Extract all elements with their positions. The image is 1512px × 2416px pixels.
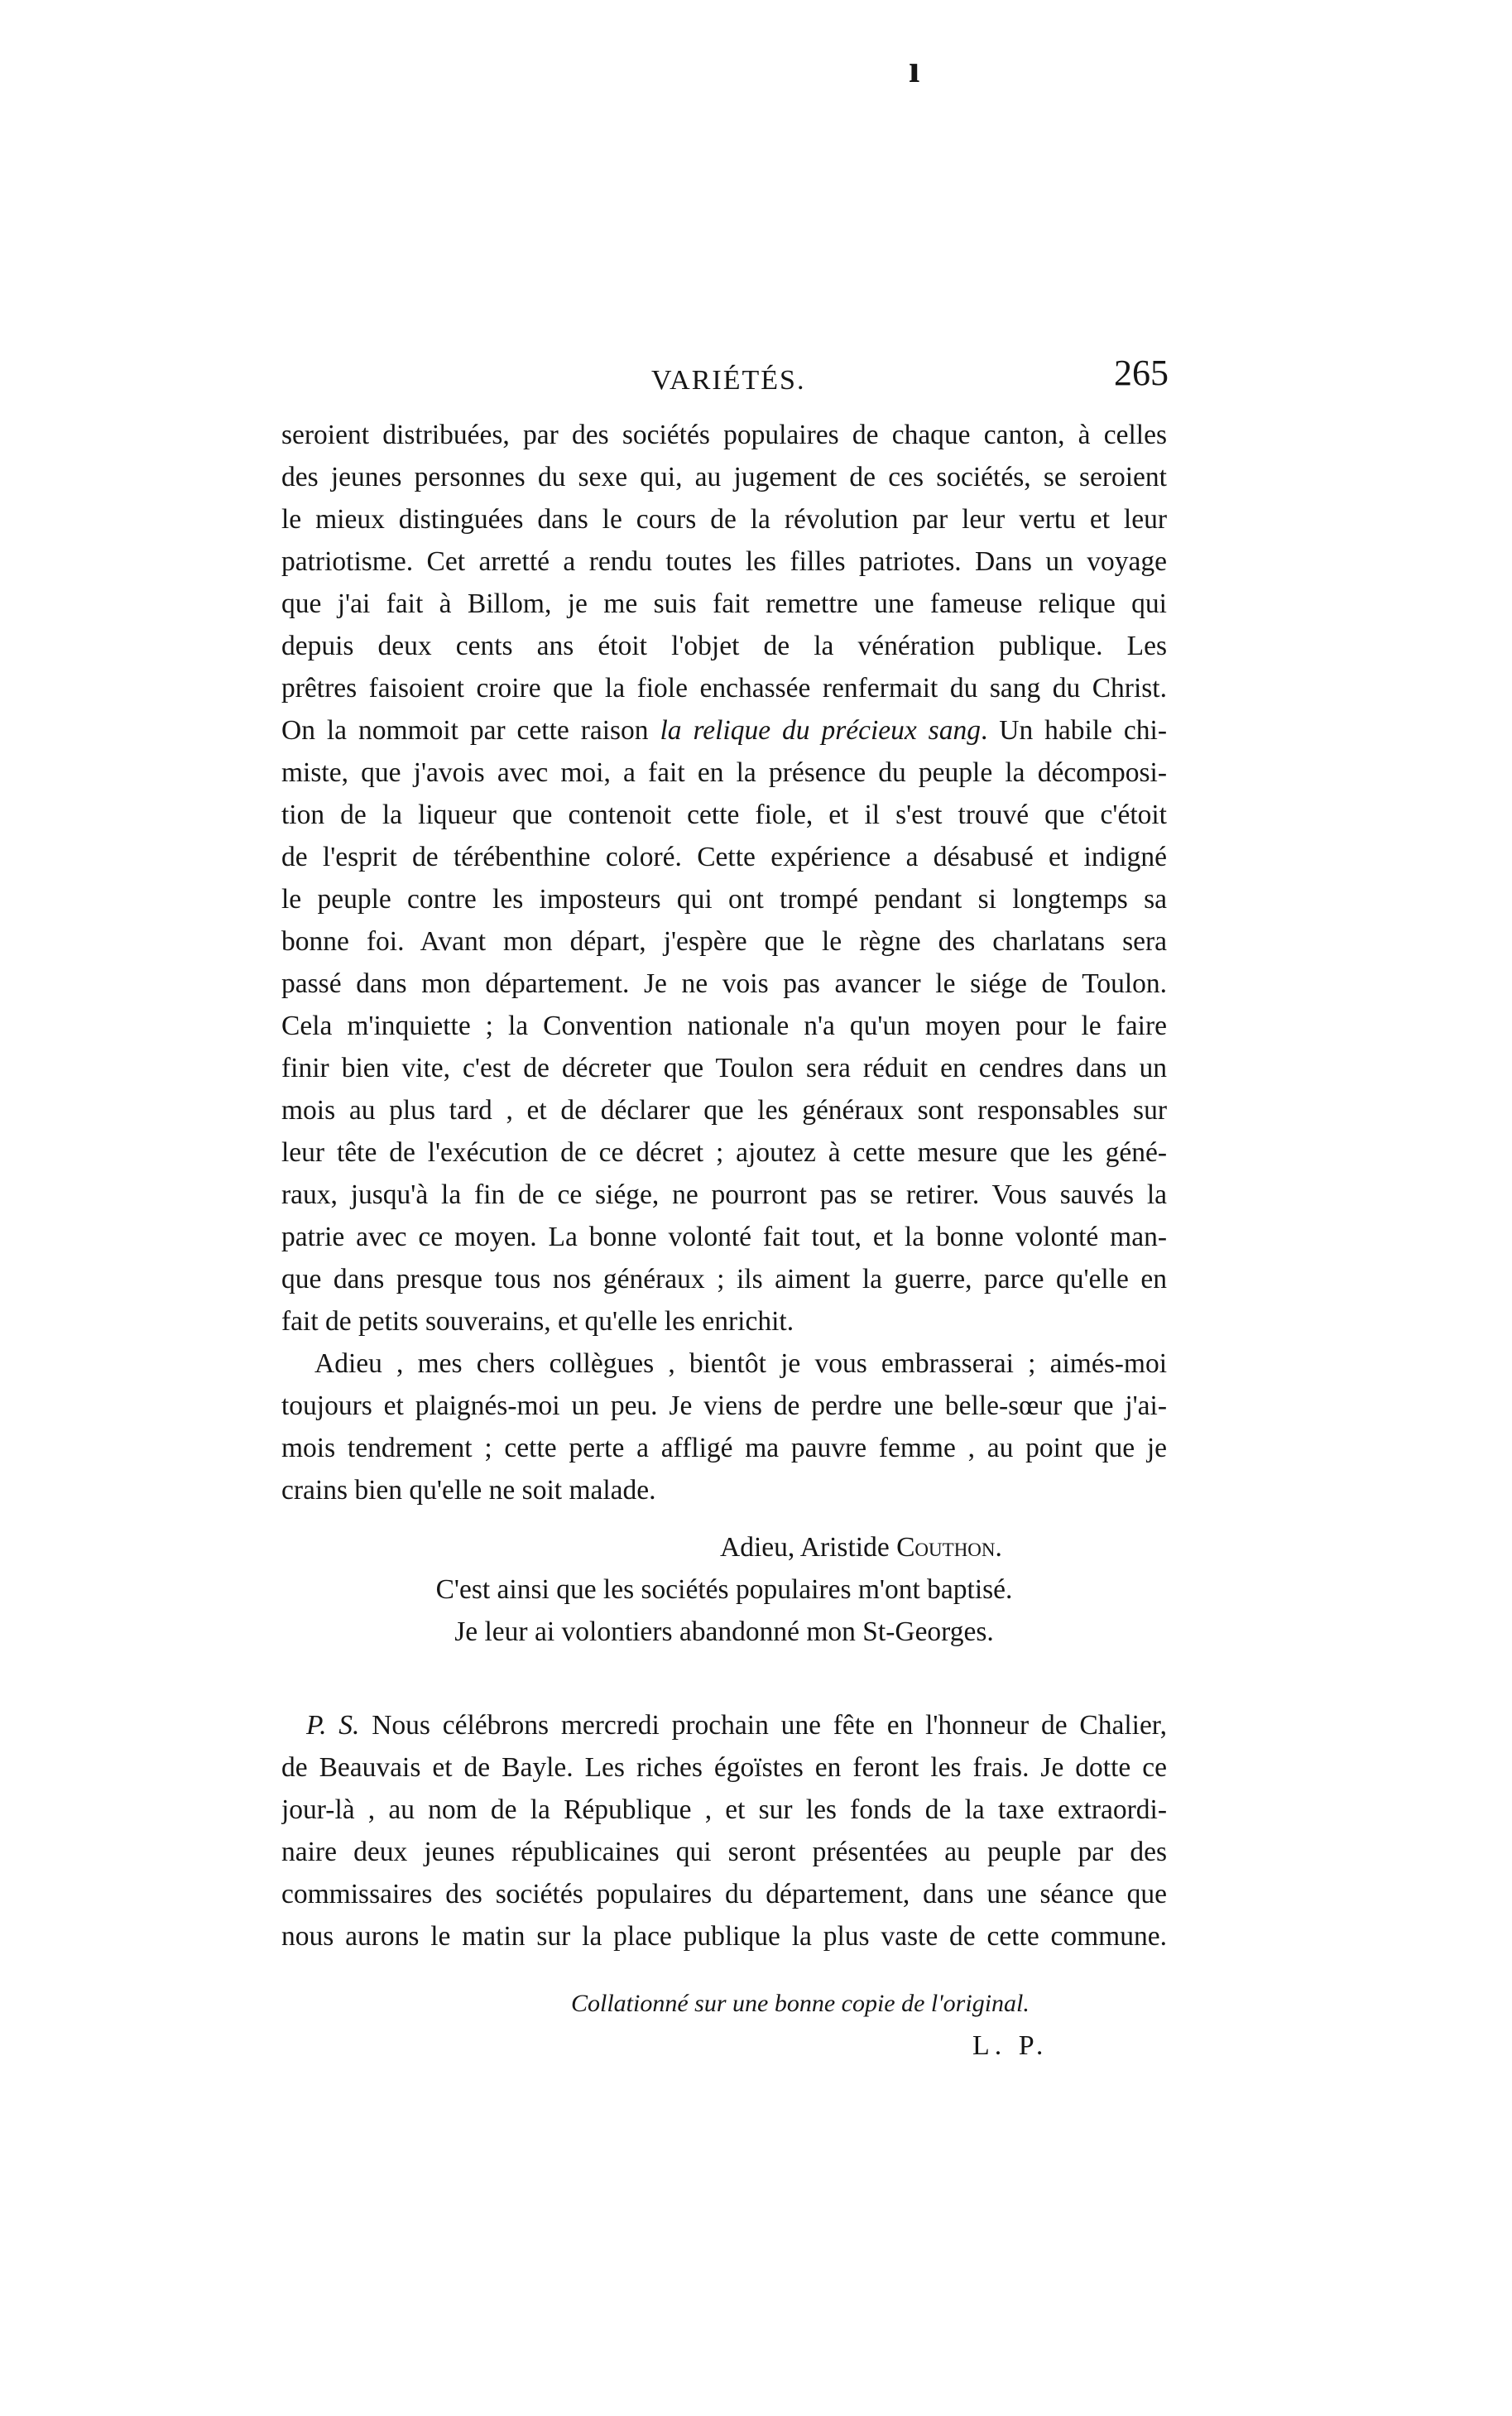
text-line: le peuple contre les imposteurs qui ont trompé pendant si longtemps sa (281, 884, 1167, 915)
spacer (281, 1957, 1167, 1982)
text-line: finir bien vite, c'est de décreter que Toulon sera réduit en cendres dans un (281, 1053, 1167, 1083)
note-line: C'est ainsi que les sociétés populaires m'ont baptisé. (435, 1574, 1013, 1605)
text-line: nous aurons le matin sur la place publique la plus vaste de cette commune. (281, 1921, 1167, 1952)
text-line: crains bien qu'elle ne soit malade. (281, 1475, 656, 1506)
text-line: que j'ai fait à Billom, je me suis fait remettre une fameuse relique qui (281, 588, 1167, 619)
text-line: que dans presque tous nos généraux ; ils aiment la guerre, parce qu'elle en (281, 1264, 1167, 1294)
top-ink-mark: ı (909, 47, 920, 91)
text-line: jour-là , au nom de la République , et sur les fonds de la taxe extraordi- (281, 1794, 1167, 1825)
text-line: mois tendrement ; cette perte a affligé ma pauvre femme , au point que je (281, 1433, 1167, 1463)
line-segment: Nous célébrons mercredi prochain une fête en l'honneur de Chalier, (372, 1710, 1167, 1741)
spacer (281, 1511, 1167, 1526)
text-line: patrie avec ce moyen. La bonne volonté fait tout, et la bonne volonté man- (281, 1222, 1167, 1252)
postscript-first-line (281, 1704, 1167, 1746)
text-line: tion de la liqueur que contenoit cette fiole, et il s'est trouvé que c'étoit (281, 800, 1167, 830)
page-number: 265 (1114, 353, 1169, 393)
text-line: miste, que j'avois avec moi, a fait en la présence du peuple la décomposi- (281, 757, 1167, 788)
text-line: bonne foi. Avant mon départ, j'espère que le règne des charlatans sera (281, 926, 1167, 957)
text-line: mois au plus tard , et de déclarer que les généraux sont responsables sur (281, 1095, 1167, 1126)
spacer (281, 1653, 1167, 1704)
text-line: Cela m'inquiette ; la Convention nationale n'a qu'un moyen pour le faire (281, 1011, 1167, 1041)
text-line: patriotisme. Cet arretté a rendu toutes les filles patriotes. Dans un voyage (281, 546, 1167, 577)
text-line: fait de petits souverains, et qu'elle les enrichit. (281, 1306, 794, 1337)
line-segment: . Un habile chi- (980, 715, 1167, 746)
text-line: leur tête de l'exécution de ce décret ; ajoutez à cette mesure que les géné- (281, 1137, 1167, 1168)
text-line-with-italic (281, 709, 1167, 752)
signature-name: Couthon. (896, 1532, 1002, 1563)
postscript-label: P. S. (306, 1710, 360, 1741)
text-line: le mieux distinguées dans le cours de la révolution par leur vertu et leur (281, 504, 1167, 535)
text-line: Adieu , mes chers collègues , bientôt je vous embrasserai ; aimés-moi (314, 1348, 1167, 1379)
text-line: raux, jusqu'à la fin de ce siége, ne pourront pas se retirer. Vous sauvés la (281, 1179, 1167, 1210)
text-line: depuis deux cents ans étoit l'objet de la vénération publique. Les (281, 631, 1167, 661)
signature (281, 1526, 1167, 1568)
signature-prefix: Adieu, Aristide (720, 1532, 890, 1563)
text-line: prêtres faisoient croire que la fiole enchassée renfermait du sang du Christ. (281, 673, 1167, 704)
text-line: seroient distribuées, par des sociétés populaires de chaque canton, à celles (281, 420, 1167, 450)
text-line: naire deux jeunes républicaines qui seront présentées au peuple par des (281, 1837, 1167, 1867)
body-text (281, 414, 1167, 2067)
text-line: de Beauvais et de Bayle. Les riches égoïstes en feront les frais. Je dotte ce (281, 1752, 1167, 1783)
line-segment: On la nommoit par cette raison (281, 715, 649, 746)
text-line: des jeunes personnes du sexe qui, au jugement de ces sociétés, se seroient (281, 462, 1167, 492)
note-line: Je leur ai volontiers abandonné mon St-Georges. (454, 1616, 994, 1647)
italic-phrase: la relique du précieux sang (660, 715, 981, 746)
running-head: VARIÉTÉS. (651, 365, 806, 396)
text-line: commissaires des sociétés populaires du département, dans une séance que (281, 1879, 1167, 1909)
page-header (281, 352, 1169, 410)
text-line: de l'esprit de térébenthine coloré. Cette expérience a désabusé et indigné (281, 842, 1167, 872)
text-line: toujours et plaignés-moi un peu. Je viens de perdre une belle-sœur que j'ai- (281, 1391, 1167, 1421)
text-line: passé dans mon département. Je ne vois pas avancer le siége de Toulon. (281, 968, 1167, 999)
initials: L. P. (972, 2030, 1049, 2061)
collation-note: Collationné sur une bonne copie de l'original. (571, 1990, 1030, 2017)
